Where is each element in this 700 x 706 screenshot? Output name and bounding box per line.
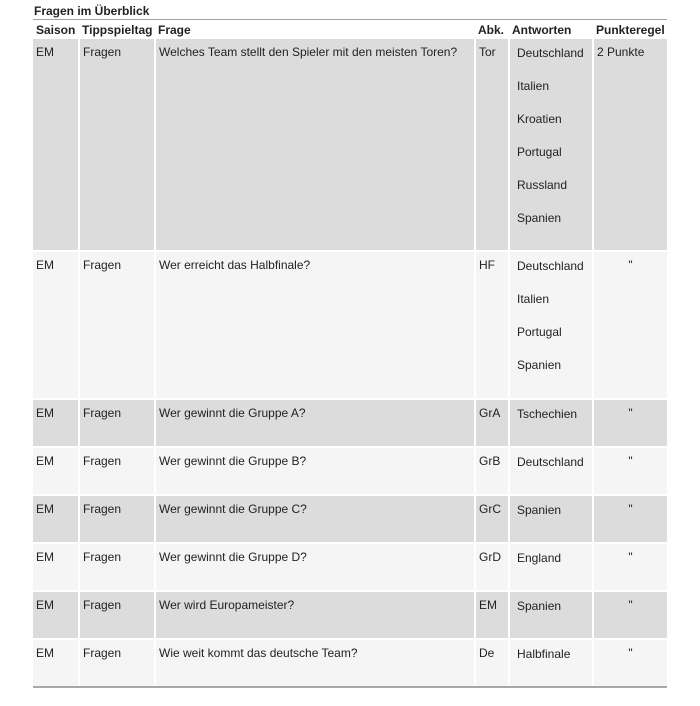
cell-abk: GrA xyxy=(475,399,509,447)
table-row xyxy=(33,591,667,639)
cell-antworten xyxy=(509,591,593,639)
answer-item: Tschechien xyxy=(517,407,578,421)
cell-frage: Wer gewinnt die Gruppe B? xyxy=(155,447,475,495)
cell-abk: GrD xyxy=(475,543,509,591)
cell-punkteregel: " xyxy=(593,495,667,543)
answer-item: Italien xyxy=(517,79,550,93)
cell-frage: Wer gewinnt die Gruppe D? xyxy=(155,543,475,591)
cell-tippspieltag: Fragen xyxy=(79,543,155,591)
table-row xyxy=(33,251,667,399)
cell-frage: Welches Team stellt den Spieler mit den meisten Toren? xyxy=(155,39,475,251)
table-header-row xyxy=(33,20,667,39)
cell-punkteregel: " xyxy=(593,543,667,591)
cell-saison: EM xyxy=(33,495,79,543)
answer-item: Deutschland xyxy=(517,455,584,469)
cell-punkteregel: " xyxy=(593,251,667,399)
answer-item: Halbfinale xyxy=(517,647,571,661)
cell-punkteregel: " xyxy=(593,399,667,447)
header-abk: Abk. xyxy=(478,22,505,37)
cell-abk: GrB xyxy=(475,447,509,495)
questions-table xyxy=(33,20,667,688)
questions-overview xyxy=(33,3,667,688)
header-punkteregel: Punkteregel xyxy=(596,22,665,37)
cell-antworten xyxy=(509,399,593,447)
cell-punkteregel: " xyxy=(593,447,667,495)
cell-antworten xyxy=(509,639,593,687)
cell-punkteregel: 2 Punkte xyxy=(593,39,667,251)
cell-saison: EM xyxy=(33,447,79,495)
cell-saison: EM xyxy=(33,591,79,639)
cell-tippspieltag: Fragen xyxy=(79,39,155,251)
answer-item: Deutschland xyxy=(517,259,584,273)
table-row xyxy=(33,639,667,687)
cell-punkteregel: " xyxy=(593,591,667,639)
answer-item: Spanien xyxy=(517,503,562,517)
cell-saison: EM xyxy=(33,399,79,447)
cell-frage: Wer gewinnt die Gruppe A? xyxy=(155,399,475,447)
cell-abk: EM xyxy=(475,591,509,639)
cell-punkteregel: " xyxy=(593,639,667,687)
table-row xyxy=(33,39,667,251)
cell-antworten xyxy=(509,39,593,251)
header-saison: Saison xyxy=(36,22,76,37)
cell-saison: EM xyxy=(33,39,79,251)
answer-item: Russland xyxy=(517,178,568,192)
cell-frage: Wer wird Europameister? xyxy=(155,591,475,639)
cell-frage: Wie weit kommt das deutsche Team? xyxy=(155,639,475,687)
cell-saison: EM xyxy=(33,251,79,399)
cell-antworten xyxy=(509,495,593,543)
answer-item: Portugal xyxy=(517,325,562,339)
answer-item: Portugal xyxy=(517,145,562,159)
cell-saison: EM xyxy=(33,543,79,591)
table-row xyxy=(33,399,667,447)
cell-antworten xyxy=(509,447,593,495)
answer-item: England xyxy=(517,551,562,565)
cell-tippspieltag: Fragen xyxy=(79,639,155,687)
cell-abk: De xyxy=(475,639,509,687)
answer-item: Deutschland xyxy=(517,46,584,60)
header-tippspieltag: Tippspieltag xyxy=(82,22,153,37)
cell-tippspieltag: Fragen xyxy=(79,591,155,639)
table-row xyxy=(33,447,667,495)
cell-antworten xyxy=(509,543,593,591)
cell-frage: Wer erreicht das Halbfinale? xyxy=(155,251,475,399)
answer-item: Spanien xyxy=(517,358,562,372)
cell-tippspieltag: Fragen xyxy=(79,399,155,447)
answer-item: Spanien xyxy=(517,211,562,225)
table-row xyxy=(33,495,667,543)
cell-frage: Wer gewinnt die Gruppe C? xyxy=(155,495,475,543)
cell-tippspieltag: Fragen xyxy=(79,251,155,399)
table-row xyxy=(33,543,667,591)
cell-tippspieltag: Fragen xyxy=(79,447,155,495)
header-antworten: Antworten xyxy=(512,22,572,37)
section-title: Fragen im Überblick xyxy=(33,3,667,20)
cell-antworten xyxy=(509,251,593,399)
answer-item: Spanien xyxy=(517,599,562,613)
answer-item: Italien xyxy=(517,292,550,306)
header-frage: Frage xyxy=(158,22,191,37)
answer-item: Kroatien xyxy=(517,112,562,126)
cell-abk: Tor xyxy=(475,39,509,251)
cell-abk: GrC xyxy=(475,495,509,543)
cell-saison: EM xyxy=(33,639,79,687)
cell-abk: HF xyxy=(475,251,509,399)
cell-tippspieltag: Fragen xyxy=(79,495,155,543)
